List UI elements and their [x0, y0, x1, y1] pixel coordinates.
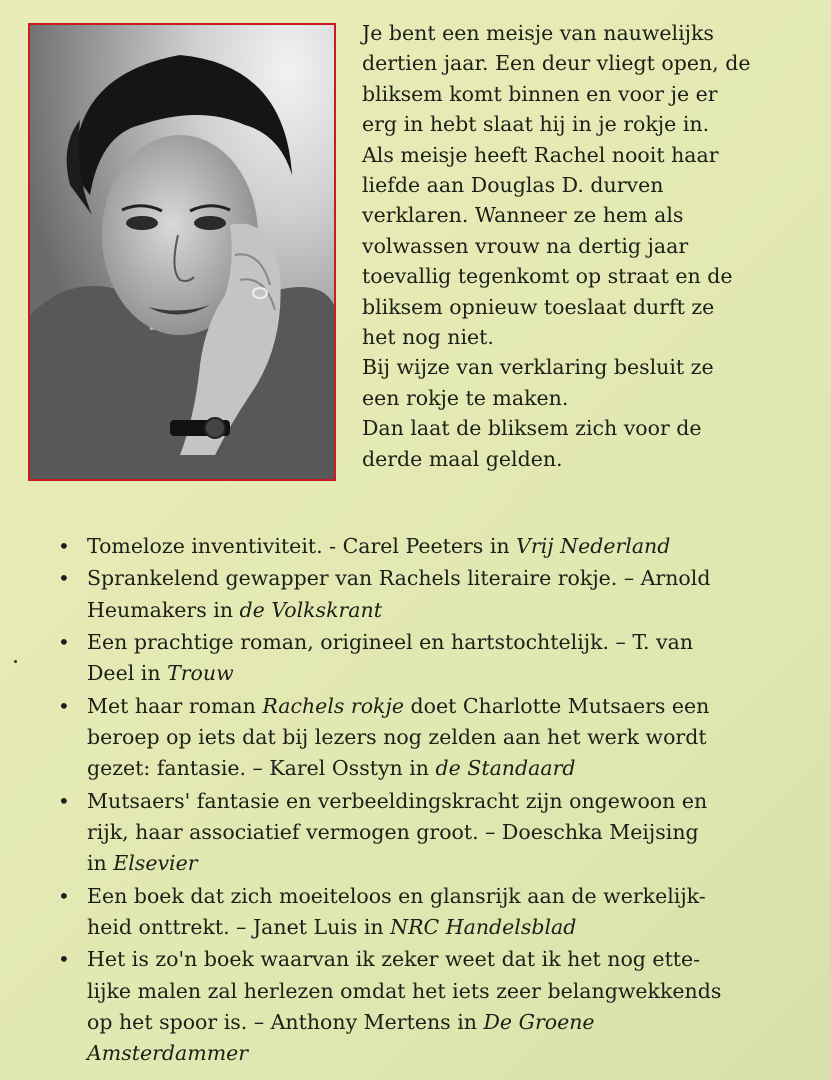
quote-item — [58, 627, 818, 690]
quote-text: Een boek dat zich moeiteloos en glansrijk aan de werkelijk- — [87, 883, 706, 908]
quote-item — [58, 786, 818, 880]
quote-text: Sprankelend gewapper van Rachels literaire rokje. – Arnold — [87, 566, 711, 591]
book-blurb — [362, 18, 817, 474]
quote-source: Elsevier — [113, 851, 198, 876]
quote-item — [58, 944, 818, 1069]
quote-line — [87, 627, 818, 658]
quote-text: Tomeloze inventiviteit. - Carel Peeters in — [87, 534, 517, 558]
blurb-line: dertien jaar. Een deur vliegt open, de — [362, 51, 751, 76]
quote-line — [87, 848, 818, 879]
quote-text: doet Charlotte Mutsaers een — [403, 693, 710, 718]
quote-text: beroep op iets dat bij lezers nog zelden aan het werk wordt — [87, 725, 707, 750]
blurb-line: Je bent een meisje van nauwelijks — [362, 21, 714, 45]
quote-source: Amsterdammer — [87, 1041, 249, 1066]
quote-text: Heumakers in — [87, 597, 240, 622]
quote-source: de Volkskrant — [239, 597, 382, 622]
quote-text: Met haar roman — [87, 693, 263, 718]
blurb-line: volwassen vrouw na dertig jaar — [362, 233, 689, 258]
quote-source: NRC Handelsblad — [390, 915, 577, 940]
blurb-line: Als meisje heeft Rachel nooit haar — [362, 142, 719, 167]
quote-line — [87, 1038, 818, 1069]
quote-item — [58, 881, 818, 944]
quote-source: Vrij Nederland — [516, 534, 671, 558]
quote-line — [87, 753, 818, 784]
quote-line — [87, 817, 818, 848]
quote-text: in — [87, 851, 114, 876]
quote-text: Het is zo'n boek waarvan ik zeker weet dat ik het nog ette- — [87, 947, 701, 972]
quote-text: gezet: fantasie. – Karel Osstyn in — [87, 756, 436, 781]
quote-line — [87, 595, 818, 626]
quote-line — [87, 563, 818, 594]
blurb-line: erg in hebt slaat hij in je rokje in. — [362, 112, 710, 137]
quote-item — [58, 531, 818, 562]
blurb-line: bliksem komt binnen en voor je er — [362, 81, 718, 106]
quote-line — [87, 881, 818, 912]
quote-line — [87, 1007, 818, 1038]
quote-source: De Groene — [483, 1010, 595, 1035]
author-photo — [28, 23, 336, 481]
quote-line — [87, 786, 818, 817]
press-quotes-list — [58, 531, 818, 1071]
quote-text: Deel in — [87, 661, 168, 686]
blurb-line: toevallig tegenkomt op straat en de — [362, 264, 733, 289]
blurb-line: Dan laat de bliksem zich voor de — [362, 416, 702, 441]
quote-source: Trouw — [167, 661, 234, 686]
quote-source: de Standaard — [435, 756, 576, 781]
blurb-line: bliksem opnieuw toeslaat durft ze — [362, 294, 715, 319]
quote-text: lijke malen zal herlezen omdat het iets zeer belangwekkends — [87, 978, 722, 1003]
blurb-line: derde maal gelden. — [362, 446, 563, 471]
quote-line — [87, 976, 818, 1007]
quote-line — [87, 912, 818, 943]
print-speck — [14, 660, 17, 663]
quote-text: Mutsaers' fantasie en verbeeldingskracht zijn ongewoon en — [87, 788, 708, 813]
quote-line — [87, 658, 818, 689]
quote-line — [87, 722, 818, 753]
quote-line — [87, 531, 818, 562]
blurb-line: een rokje te maken. — [362, 385, 569, 410]
blurb-line: het nog niet. — [362, 325, 494, 350]
blurb-line: verklaren. Wanneer ze hem als — [362, 203, 684, 228]
blurb-line: Bij wijze van verklaring besluit ze — [362, 355, 714, 380]
quote-text: rijk, haar associatief vermogen groot. – Doeschka Meijsing — [87, 820, 699, 845]
quote-item — [58, 563, 818, 626]
author-portrait-image — [30, 25, 334, 479]
quote-text: op het spoor is. – Anthony Mertens in — [87, 1010, 484, 1035]
quote-text: heid onttrekt. – Janet Luis in — [87, 915, 391, 940]
quote-item — [58, 691, 818, 785]
book-title: Rachels rokje — [262, 693, 404, 718]
quote-text: Een prachtige roman, origineel en hartstochtelijk. – T. van — [87, 630, 694, 655]
quote-line — [87, 691, 818, 722]
quote-line — [87, 944, 818, 975]
blurb-line: liefde aan Douglas D. durven — [362, 173, 664, 198]
